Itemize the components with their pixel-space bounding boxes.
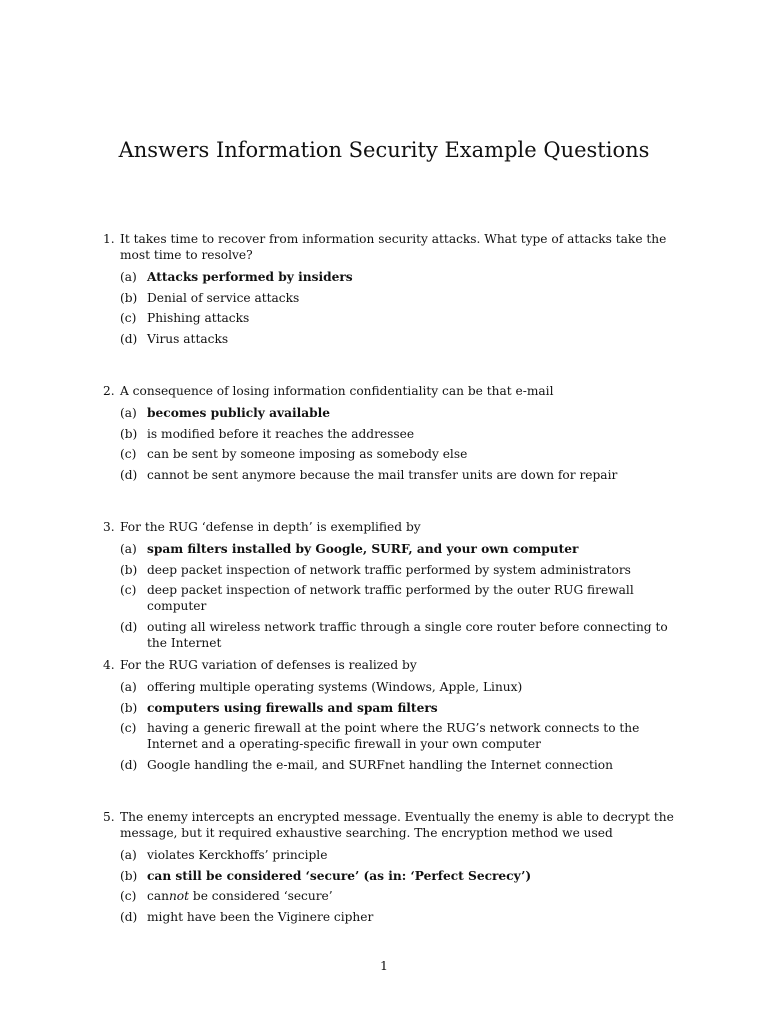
- question-number: 3.: [103, 520, 115, 534]
- question-4: [103, 657, 683, 777]
- option-text: violates Kerckhoffs’ principle: [147, 848, 328, 862]
- option-label: (a): [120, 270, 137, 284]
- option-text: Denial of service attacks: [147, 290, 300, 305]
- question-number: 5.: [103, 810, 115, 824]
- option-label: (d): [120, 909, 138, 924]
- question-1: [103, 231, 683, 351]
- option-b: [120, 426, 683, 442]
- question-number: 2.: [103, 384, 115, 398]
- question-text: It takes time to recover from information security attacks. What type of attacks take the most time to resolve?: [120, 232, 667, 262]
- question-text: For the RUG variation of defenses is realized by: [120, 658, 417, 672]
- option-text: Virus attacks: [147, 331, 229, 346]
- option-label: (a): [120, 848, 137, 862]
- option-d: [120, 467, 683, 483]
- option-text: offering multiple operating systems (Windows, Apple, Linux): [147, 680, 523, 694]
- option-d: [120, 909, 683, 925]
- option-text-suffix: be considered ‘secure’: [189, 889, 333, 903]
- question-2: [103, 383, 683, 487]
- option-label: (a): [120, 406, 137, 420]
- option-label: (a): [120, 542, 137, 556]
- page-number: 1: [380, 958, 388, 973]
- option-text-emphasis: not: [168, 889, 190, 903]
- option-text: having a generic firewall at the point where the RUG’s network connects to the Internet and a operating-specific firewall in your own computer: [147, 721, 640, 751]
- option-a: [120, 405, 683, 421]
- option-label: (a): [120, 680, 137, 694]
- option-text-correct: can still be considered ‘secure’ (as in: ‘Perfect Secrecy’): [147, 868, 532, 883]
- option-label: (b): [120, 562, 138, 577]
- option-c: [120, 446, 683, 462]
- option-text: [147, 888, 683, 904]
- option-d: [120, 331, 683, 347]
- option-label: (d): [120, 757, 138, 772]
- question-3: [103, 519, 683, 655]
- option-text-correct: Attacks performed by insiders: [147, 270, 353, 284]
- option-text: Phishing attacks: [147, 311, 250, 325]
- option-text: cannot be sent anymore because the mail transfer units are down for repair: [147, 467, 618, 482]
- option-d: [120, 757, 683, 773]
- option-label: (d): [120, 467, 138, 482]
- option-label: (d): [120, 619, 138, 634]
- option-text: might have been the Viginere cipher: [147, 909, 374, 924]
- question-text: The enemy intercepts an encrypted message. Eventually the enemy is able to decrypt the message, but it required exhaustive searching. The encryption method we used: [120, 810, 674, 840]
- question-text: A consequence of losing information confidentiality can be that e-mail: [120, 384, 554, 398]
- question-number: 1.: [103, 232, 115, 246]
- option-text: can be sent by someone imposing as somebody else: [147, 447, 468, 461]
- option-text: Google handling the e-mail, and SURFnet handling the Internet connection: [147, 757, 613, 772]
- option-label: (c): [120, 721, 137, 735]
- option-a: [120, 847, 683, 863]
- option-a: [120, 679, 683, 695]
- option-c: [120, 888, 683, 904]
- option-label: (b): [120, 290, 138, 305]
- option-c: [120, 310, 683, 326]
- option-a: [120, 541, 683, 557]
- option-text: outing all wireless network traffic through a single core router before connecting to the Internet: [147, 619, 668, 650]
- option-label: (b): [120, 868, 138, 883]
- question-5: [103, 809, 683, 929]
- option-b: [120, 868, 683, 884]
- option-c: [120, 582, 683, 614]
- option-label: (c): [120, 447, 137, 461]
- option-d: [120, 619, 683, 651]
- option-text-correct: spam filters installed by Google, SURF, and your own computer: [147, 542, 579, 556]
- option-label: (c): [120, 311, 137, 325]
- option-text: is modified before it reaches the addressee: [147, 426, 415, 441]
- page-title: Answers Information Security Example Questions: [118, 138, 650, 162]
- option-b: [120, 562, 683, 578]
- option-label: (c): [120, 889, 137, 903]
- option-text: deep packet inspection of network traffic performed by the outer RUG firewall computer: [147, 583, 634, 613]
- option-text-correct: computers using firewalls and spam filters: [147, 700, 438, 715]
- option-b: [120, 700, 683, 716]
- option-label: (d): [120, 331, 138, 346]
- option-text-prefix: can: [147, 889, 169, 903]
- option-label: (c): [120, 583, 137, 597]
- option-text: deep packet inspection of network traffic performed by system administrators: [147, 562, 631, 577]
- question-text: For the RUG ‘defense in depth’ is exemplified by: [120, 520, 421, 534]
- option-b: [120, 290, 683, 306]
- question-number: 4.: [103, 658, 115, 672]
- option-text-correct: becomes publicly available: [147, 406, 331, 420]
- option-label: (b): [120, 700, 138, 715]
- option-a: [120, 269, 683, 285]
- option-c: [120, 720, 683, 752]
- option-label: (b): [120, 426, 138, 441]
